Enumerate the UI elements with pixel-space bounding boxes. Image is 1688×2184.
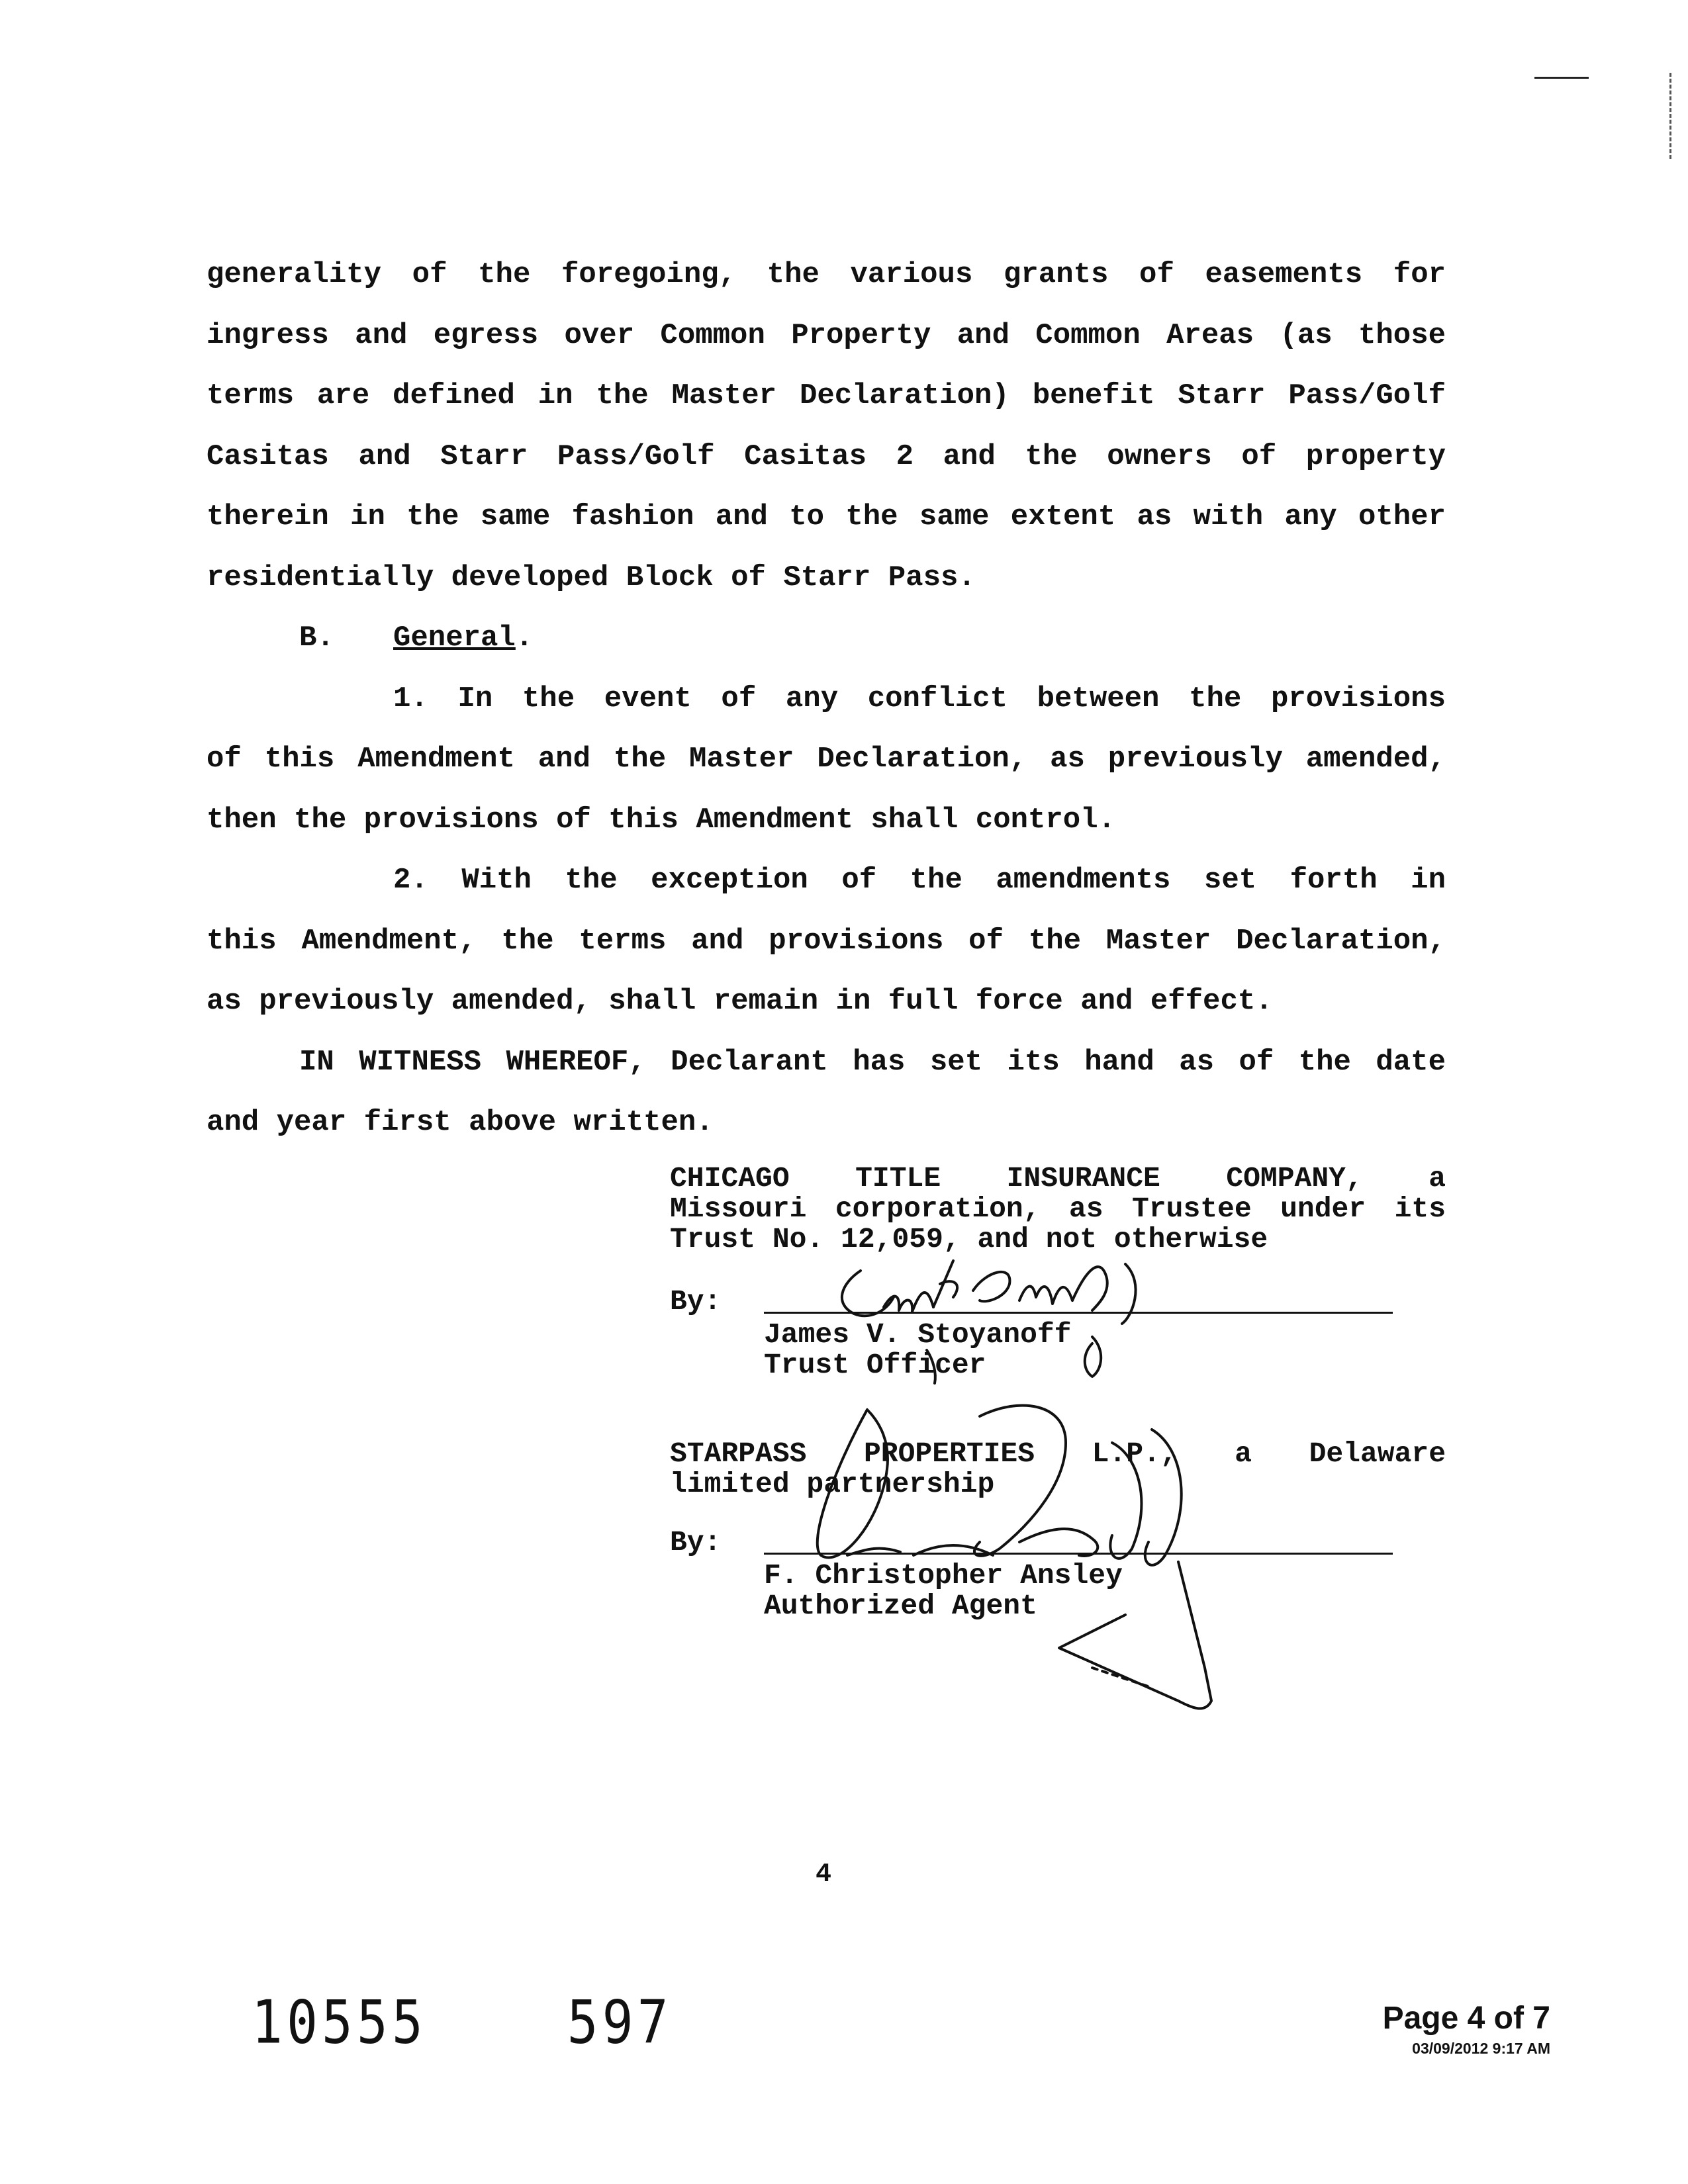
- party-line: CHICAGO TITLE INSURANCE COMPANY, a: [670, 1162, 1446, 1195]
- section-b-title: General: [393, 621, 516, 655]
- body-line: 1. In the event of any conflict between the provisions: [393, 682, 1446, 715]
- body-line: generality of the foregoing, the various grants of easements for: [207, 258, 1446, 291]
- stoyanoff-handwritten-signature: [821, 1244, 1165, 1403]
- party-line: Missouri corporation, as Trustee under its: [670, 1193, 1446, 1225]
- by-label: By:: [670, 1285, 722, 1318]
- signer-title: Authorized Agent: [764, 1590, 1037, 1622]
- party-line: Trust No. 12,059, and not otherwise: [670, 1223, 1268, 1255]
- signer-name: F. Christopher Ansley: [764, 1559, 1123, 1592]
- signer-title: Trust Officer: [764, 1349, 986, 1381]
- by-label: By:: [670, 1526, 722, 1559]
- item-2: [207, 850, 1446, 1032]
- item-1: [207, 669, 1446, 851]
- chicago-title-party: [670, 1163, 1446, 1255]
- document-body: [207, 245, 1446, 1154]
- margin-dash-mark: [1534, 77, 1589, 79]
- body-line: Casitas and Starr Pass/Golf Casitas 2 and the owners of property: [207, 439, 1446, 473]
- record-book: 10555: [252, 1989, 427, 2058]
- body-line: residentially developed Block of Starr Pass.: [207, 561, 976, 594]
- recording-stamp: [252, 1989, 673, 2058]
- page-count: Page 4 of 7: [1382, 2001, 1550, 2036]
- body-line: ingress and egress over Common Property and Common Areas (as those: [207, 318, 1446, 352]
- witness-clause: [207, 1032, 1446, 1154]
- body-line: this Amendment, the terms and provisions of the Master Declaration,: [207, 924, 1446, 958]
- body-line: IN WITNESS WHEREOF, Declarant has set its hand as of the date: [299, 1045, 1446, 1079]
- section-b-number: B.: [299, 621, 334, 655]
- body-line: of this Amendment and the Master Declaration, as previously amended,: [207, 743, 1446, 776]
- body-line: 2. With the exception of the amendments set forth in: [393, 864, 1446, 897]
- body-line: then the provisions of this Amendment shall control.: [207, 803, 1116, 837]
- body-line: and year first above written.: [207, 1106, 714, 1139]
- body-line: terms are defined in the Master Declaration) benefit Starr Pass/Golf: [207, 379, 1446, 412]
- body-line: as previously amended, shall remain in full force and effect.: [207, 985, 1273, 1018]
- ansley-handwritten-signature: [781, 1390, 1244, 1787]
- party-line: limited partnership: [670, 1468, 995, 1500]
- section-b-period: .: [515, 621, 534, 655]
- print-timestamp: 03/09/2012 9:17 AM: [1412, 2040, 1550, 2057]
- page-number: 4: [816, 1860, 832, 1889]
- scan-edge-marks: [1669, 73, 1674, 159]
- party-line: STARPASS PROPERTIES L.P., a Delaware: [670, 1437, 1446, 1470]
- section-b-heading: [207, 608, 1446, 669]
- record-page: 597: [567, 1989, 673, 2058]
- body-line: therein in the same fashion and to the same extent as with any other: [207, 500, 1446, 533]
- paragraph-a-continuation: [207, 245, 1446, 608]
- signer-name: James V. Stoyanoff: [764, 1318, 1072, 1351]
